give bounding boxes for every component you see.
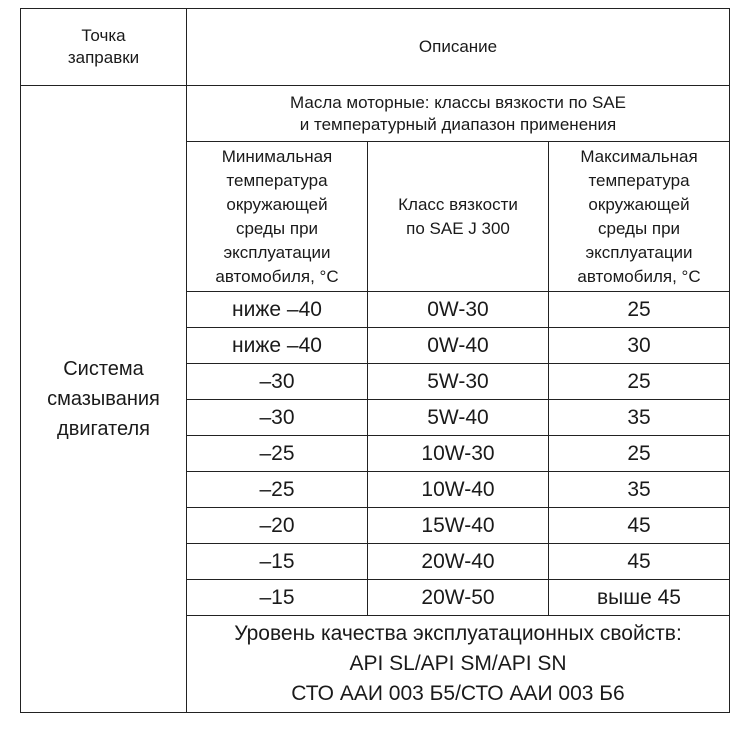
header-filling-point-line: заправки	[67, 48, 140, 67]
column-header-viscosity-class	[368, 142, 549, 292]
min-temp-cell: –30	[187, 364, 368, 400]
oil-title-line: и температурный диапазон применения	[299, 114, 617, 134]
column-header-line: Минимальная	[221, 146, 333, 166]
column-header-line: эксплуатации	[585, 242, 693, 262]
header-row	[21, 9, 730, 86]
max-temp-cell: 30	[549, 328, 730, 364]
section-label-line: смазывания	[47, 388, 160, 410]
viscosity-class-cell: 5W-30	[368, 364, 549, 400]
viscosity-class-cell: 20W-40	[368, 544, 549, 580]
min-temp-cell: –20	[187, 508, 368, 544]
column-header-max-temp	[549, 142, 730, 292]
max-temp-cell: 25	[549, 364, 730, 400]
quality-line: СТО ААИ 003 Б5/СТО ААИ 003 Б6	[291, 682, 625, 705]
quality-line: API SL/API SM/API SN	[349, 652, 567, 675]
viscosity-class-cell: 15W-40	[368, 508, 549, 544]
quality-line: Уровень качества эксплуатационных свойств:	[234, 622, 682, 645]
oil-spec-table	[20, 8, 730, 713]
column-header-line: температура	[588, 170, 690, 190]
max-temp-cell: 45	[549, 508, 730, 544]
min-temp-cell: –15	[187, 580, 368, 616]
column-header-line: окружающей	[588, 194, 690, 214]
column-header-line: автомобиля, °С	[577, 266, 701, 286]
column-header-line: Максимальная	[580, 146, 698, 166]
column-header-line: температура	[226, 170, 328, 190]
column-header-line: среды при	[235, 218, 319, 238]
viscosity-class-cell: 10W-30	[368, 436, 549, 472]
max-temp-cell: 35	[549, 400, 730, 436]
column-header-min-temp	[187, 142, 368, 292]
min-temp-cell: –30	[187, 400, 368, 436]
oil-title	[187, 86, 730, 142]
min-temp-cell: ниже –40	[187, 328, 368, 364]
max-temp-cell: выше 45	[549, 580, 730, 616]
max-temp-cell: 45	[549, 544, 730, 580]
max-temp-cell: 25	[549, 436, 730, 472]
viscosity-class-cell: 0W-30	[368, 292, 549, 328]
column-header-line: по SAE J 300	[406, 218, 510, 238]
column-header-line: Класс вязкости	[398, 194, 518, 214]
column-header-line: окружающей	[226, 194, 328, 214]
header-filling-point	[21, 9, 187, 86]
max-temp-cell: 35	[549, 472, 730, 508]
header-filling-point-line: Точка	[81, 26, 126, 45]
max-temp-cell: 25	[549, 292, 730, 328]
quality-level	[187, 616, 730, 713]
viscosity-class-cell: 10W-40	[368, 472, 549, 508]
viscosity-class-cell: 0W-40	[368, 328, 549, 364]
section-label	[21, 86, 187, 713]
column-header-line: среды при	[597, 218, 681, 238]
section-label-line: Система	[63, 358, 144, 380]
section-label-line: двигателя	[57, 418, 150, 440]
viscosity-class-cell: 5W-40	[368, 400, 549, 436]
min-temp-cell: –15	[187, 544, 368, 580]
min-temp-cell: –25	[187, 472, 368, 508]
column-header-line: автомобиля, °С	[215, 266, 339, 286]
oil-title-row	[21, 86, 730, 142]
min-temp-cell: –25	[187, 436, 368, 472]
oil-title-line: Масла моторные: классы вязкости по SAE	[290, 92, 626, 112]
viscosity-class-cell: 20W-50	[368, 580, 549, 616]
min-temp-cell: ниже –40	[187, 292, 368, 328]
column-header-line: эксплуатации	[223, 242, 331, 262]
header-description: Описание	[187, 9, 730, 86]
